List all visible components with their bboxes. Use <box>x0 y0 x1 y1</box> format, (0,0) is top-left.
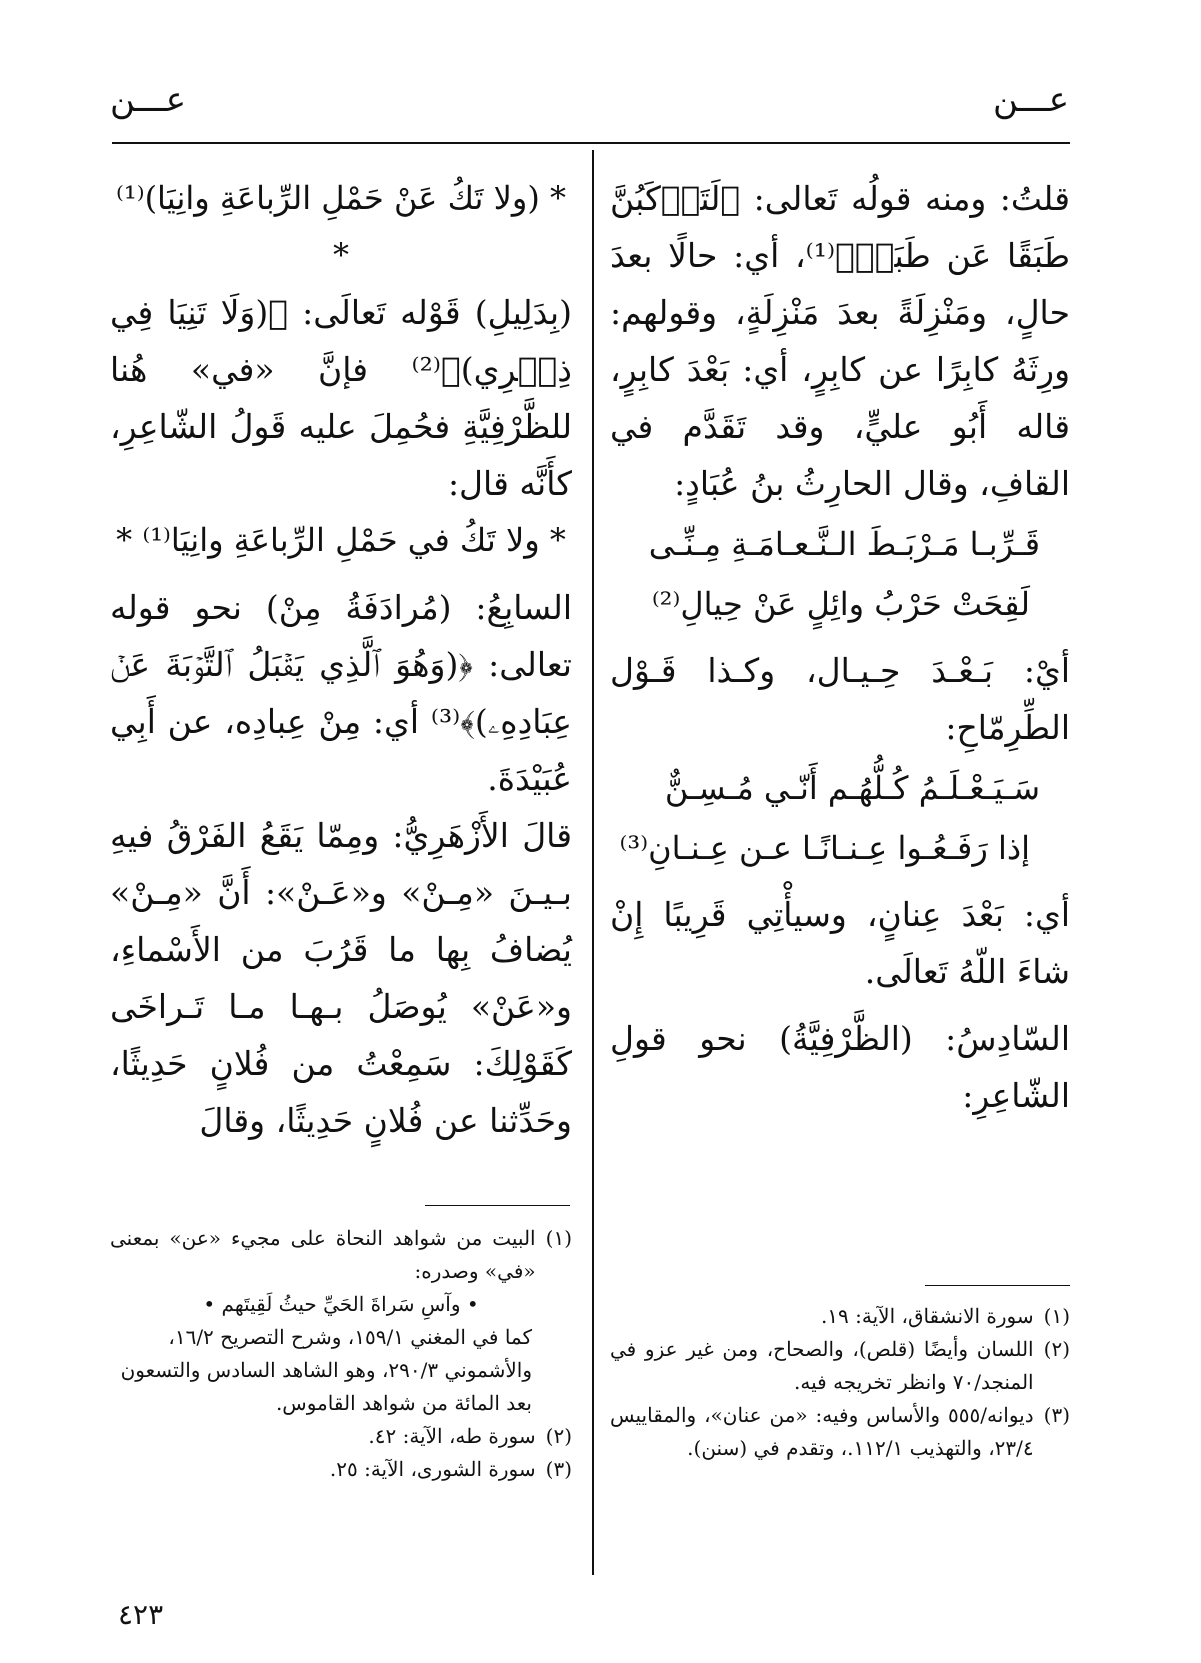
right-column <box>610 170 1070 1124</box>
footnote-text: ديوانه/٥٥٥ والأساس وفيه: «من عنان»، والمقاييس ٢٣/٤، والتهذيب ١١٢/١.، وتقدم في (سنن). <box>610 1403 1034 1460</box>
footnote-number: (١) <box>1043 1304 1070 1328</box>
left-verse-a: * (ولا تَكُ عَنْ حَمْلِ الرِّباعَةِ وانِيَا)⁽¹⁾ * <box>116 179 566 274</box>
footnote-number: (٢) <box>1043 1337 1070 1361</box>
right-paragraph-3: أي: بَعْدَ عِنانٍ، وسيأْتِي قَرِيبًا إِنْ شاءَ اللّهُ تَعالَى. <box>610 895 1070 991</box>
footnote-text: سورة طه، الآية: ٤٢. <box>368 1424 536 1448</box>
footnote-number: (٣) <box>545 1457 572 1481</box>
left-column <box>110 170 572 1149</box>
left-paragraph-1: (بِدَلِيلِ) قَوْله تَعالَى: ﴿(وَلَا تَنِيَا فِي ذِكۡرِي)﴾⁽²⁾ فإنَّ «في» هُنا للظَّرْفِيَّةِ فحُمِلَ عليه قَولُ الشّاعِرِ، كأَنَّه قال: <box>110 293 572 503</box>
footnote-right-2 <box>610 1333 1070 1399</box>
footnote-number: (٢) <box>545 1424 572 1448</box>
footnote-left-2 <box>110 1420 572 1453</box>
right-paragraph-1: قلتُ: ومنه قولُه تَعالى: ﴿لَتَرۡكَبُنَّ طَبَقًا عَن طَبَقٖ﴾⁽¹⁾، أي: حالًا بعدَ حالٍ، ومَنْزِلَةً بعدَ مَنْزِلَةٍ، وقولهم: ورِثَهُ كابِرًا عن كابِرٍ، أي: بَعْدَ كابِرٍ، قاله أَبُو عليٍّ، وقد تَقَدَّم في القافِ، وقال الحارِثُ بنُ عُبَادٍ: <box>610 179 1071 503</box>
footnote-text: سورة الشورى، الآية: ٢٥. <box>329 1457 536 1481</box>
footnote-left-1 <box>110 1222 572 1288</box>
header-rule <box>112 142 1070 144</box>
right-verse-2-line-1: سَـيَـعْـلَـمُ كُـلُّهُـم أَنّـي مُـسِـنٌّ <box>664 769 1040 807</box>
running-header-left: عـــن <box>110 80 187 120</box>
right-paragraph-4: السّادِسُ: (الظَّرْفِيَّةُ) نحو قولِ الشّاعِرِ: <box>610 1019 1070 1115</box>
left-verse-b: * ولا تَكُ في حَمْلِ الرِّباعَةِ وانِيَا⁽¹⁾ * <box>116 521 566 559</box>
footnote-right-3 <box>610 1399 1070 1465</box>
footnote-rule-left <box>425 1205 570 1206</box>
footnotes-right <box>610 1300 1070 1465</box>
footnote-rule-right <box>925 1285 1070 1286</box>
footnote-left-1-verse: • وآسِ سَراةَ الحَيِّ حيثُ لَقِيتَهم • <box>203 1292 479 1316</box>
right-paragraph-2: أيْ: بَـعْـدَ حِـيـال، وكـذا قَـوْل الطِّرِمّاحِ: <box>610 651 1070 747</box>
footnote-text: سورة الانشقاق، الآية: ١٩. <box>820 1304 1034 1328</box>
footnote-left-1-continuation: كما في المغني ١٥٩/١، وشرح التصريح ١٦/٢، والأشموني ٢٩٠/٣، وهو الشاهد السادس والتسعون بعد المائة من شواهد القاموس. <box>120 1325 532 1415</box>
footnote-text: البيت من شواهد النحاة على مجيء «عن» بمعنى «في» وصدره: <box>110 1226 536 1283</box>
running-header-right: عـــن <box>992 80 1069 120</box>
footnote-text: اللسان وأيضًا (قلص)، والصحاح، ومن غير عزو في المنجد/٧٠ وانظر تخريجه فيه. <box>610 1337 1034 1394</box>
footnote-number: (١) <box>545 1226 572 1250</box>
column-divider <box>592 150 594 1575</box>
footnote-number: (٣) <box>1043 1403 1070 1427</box>
page-number: ٤٢٣ <box>118 1598 164 1631</box>
right-verse-1-line-1: قَـرِّبـا مَـرْبَـطَ الـنَّـعـامَـةِ مِـنِّـى <box>648 525 1040 563</box>
right-verse-1-line-2: لَقِحَتْ حَرْبُ وائِلٍ عَنْ حِيالِ⁽²⁾ <box>651 585 1030 623</box>
right-verse-2-line-2: إذا رَفَـعُـوا عِـنـانًـا عـن عِـنـانِ⁽³⁾ <box>619 829 1030 867</box>
footnotes-left <box>110 1222 572 1486</box>
left-paragraph-3: قالَ الأَزْهَرِيُّ: ومِمّا يَقَعُ الفَرْقُ فيهِ بـيـنَ «مِـنْ» و«عَـنْ»: أَنَّ «مِـنْ» يُضافُ بِها ما قَرُبَ من الأَسْماءِ، و«عَنْ» يُوصَلُ بـهـا مـا تَـراخَى كَقَوْلِكَ: سَمِعْتُ من فُلانٍ حَدِيثًا، وحَدِّثنا عن فُلانٍ حَدِيثًا، وقالَ <box>110 816 572 1140</box>
footnote-right-1 <box>610 1300 1070 1333</box>
footnote-left-3 <box>110 1453 572 1486</box>
left-paragraph-2: السابِعُ: (مُرادَفَةُ مِنْ) نحو قوله تعالى: ﴿(وَهُوَ ٱلَّذِي يَقۡبَلُ ٱلتَّوۡبَةَ عَنۡ عِبَادِهِۦ)﴾⁽³⁾ أي: مِنْ عِبادِه، عن أَبِي عُبَيْدَةَ. <box>110 588 572 798</box>
